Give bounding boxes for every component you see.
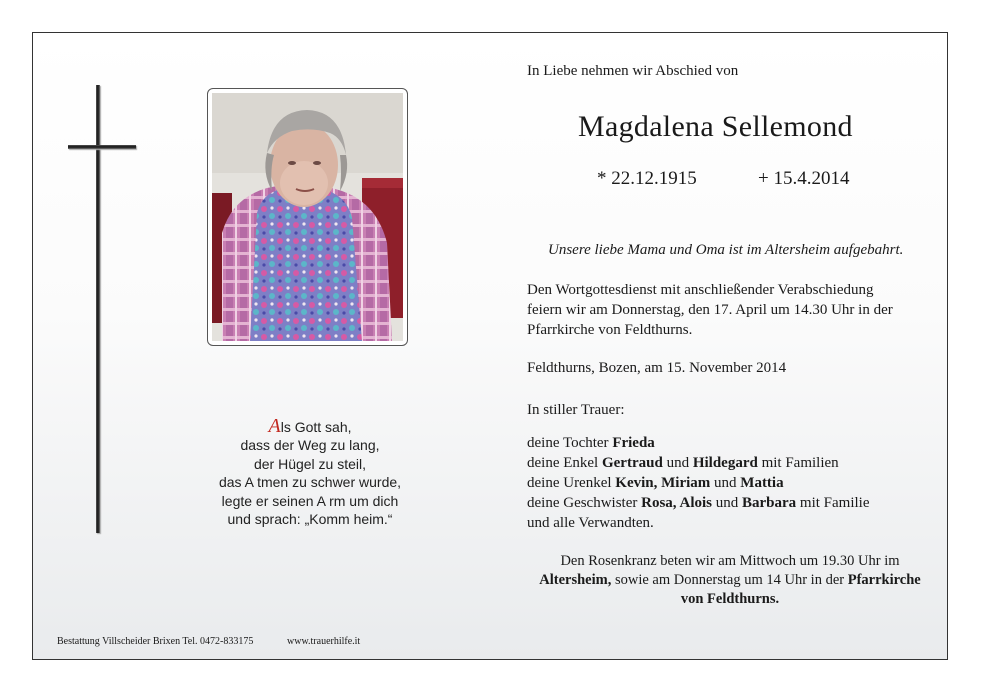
portrait-frame	[207, 88, 408, 346]
mourners-list	[527, 433, 870, 533]
cross-icon-beam	[68, 145, 136, 149]
mourner-line: deine Enkel Gertraud und Hildegard mit Familien	[527, 455, 839, 471]
death-date: + 15.4.2014	[758, 168, 850, 189]
birth-date: * 22.12.1915	[597, 168, 697, 189]
mourning-heading: In stiller Trauer:	[527, 402, 625, 418]
footer-website[interactable]: www.trauerhilfe.it	[287, 636, 361, 647]
poem-line-6: und sprach: „Komm heim.“	[227, 511, 393, 528]
place-date: Feldthurns, Bozen, am 15. November 2014	[527, 360, 787, 376]
intro-text: In Liebe nehmen wir Abschied von	[527, 63, 739, 79]
service-line: Den Wortgottesdienst mit anschließender Verabschiedung	[527, 282, 874, 298]
poem-line-3: der Hügel zu steil,	[253, 455, 367, 472]
mourner-line: deine Geschwister Rosa, Alois und Barbara mit Familie	[527, 495, 870, 511]
laid-out-notice: Unsere liebe Mama und Oma ist im Altersheim aufgebahrt.	[548, 242, 904, 258]
mourner-line: deine Urenkel Kevin, Miriam und Mattia	[527, 475, 784, 491]
poem-initial: A	[268, 415, 281, 437]
service-line: Pfarrkirche von Feldthurns.	[527, 322, 693, 338]
mourner-line: deine Tochter Frieda	[527, 435, 655, 451]
footer-company: Bestattung Villscheider Brixen Tel. 0472-833175	[57, 636, 254, 647]
poem	[190, 417, 430, 528]
deceased-name: Magdalena Sellemond	[578, 110, 853, 143]
mourner-line: und alle Verwandten.	[527, 515, 654, 531]
portrait-photo	[212, 93, 403, 341]
service-line: feiern wir am Donnerstag, den 17. April um 14.30 Uhr in der	[527, 302, 893, 318]
poem-line-4: das A tmen zu schwer wurde,	[218, 474, 402, 491]
rosary-notice: Den Rosenkranz beten wir am Mittwoch um 19.30 Uhr im Altersheim, sowie am Donnerstag um 14 Uhr in der Pfarrkirche von Feldthurns.	[539, 553, 921, 607]
poem-line-1: Als Gott sah,	[268, 415, 352, 437]
cross-icon	[96, 85, 100, 533]
poem-line-5: legte er seinen A rm um dich	[221, 492, 399, 509]
service-notice	[527, 280, 893, 340]
poem-line-2: dass der Weg zu lang,	[240, 437, 380, 454]
